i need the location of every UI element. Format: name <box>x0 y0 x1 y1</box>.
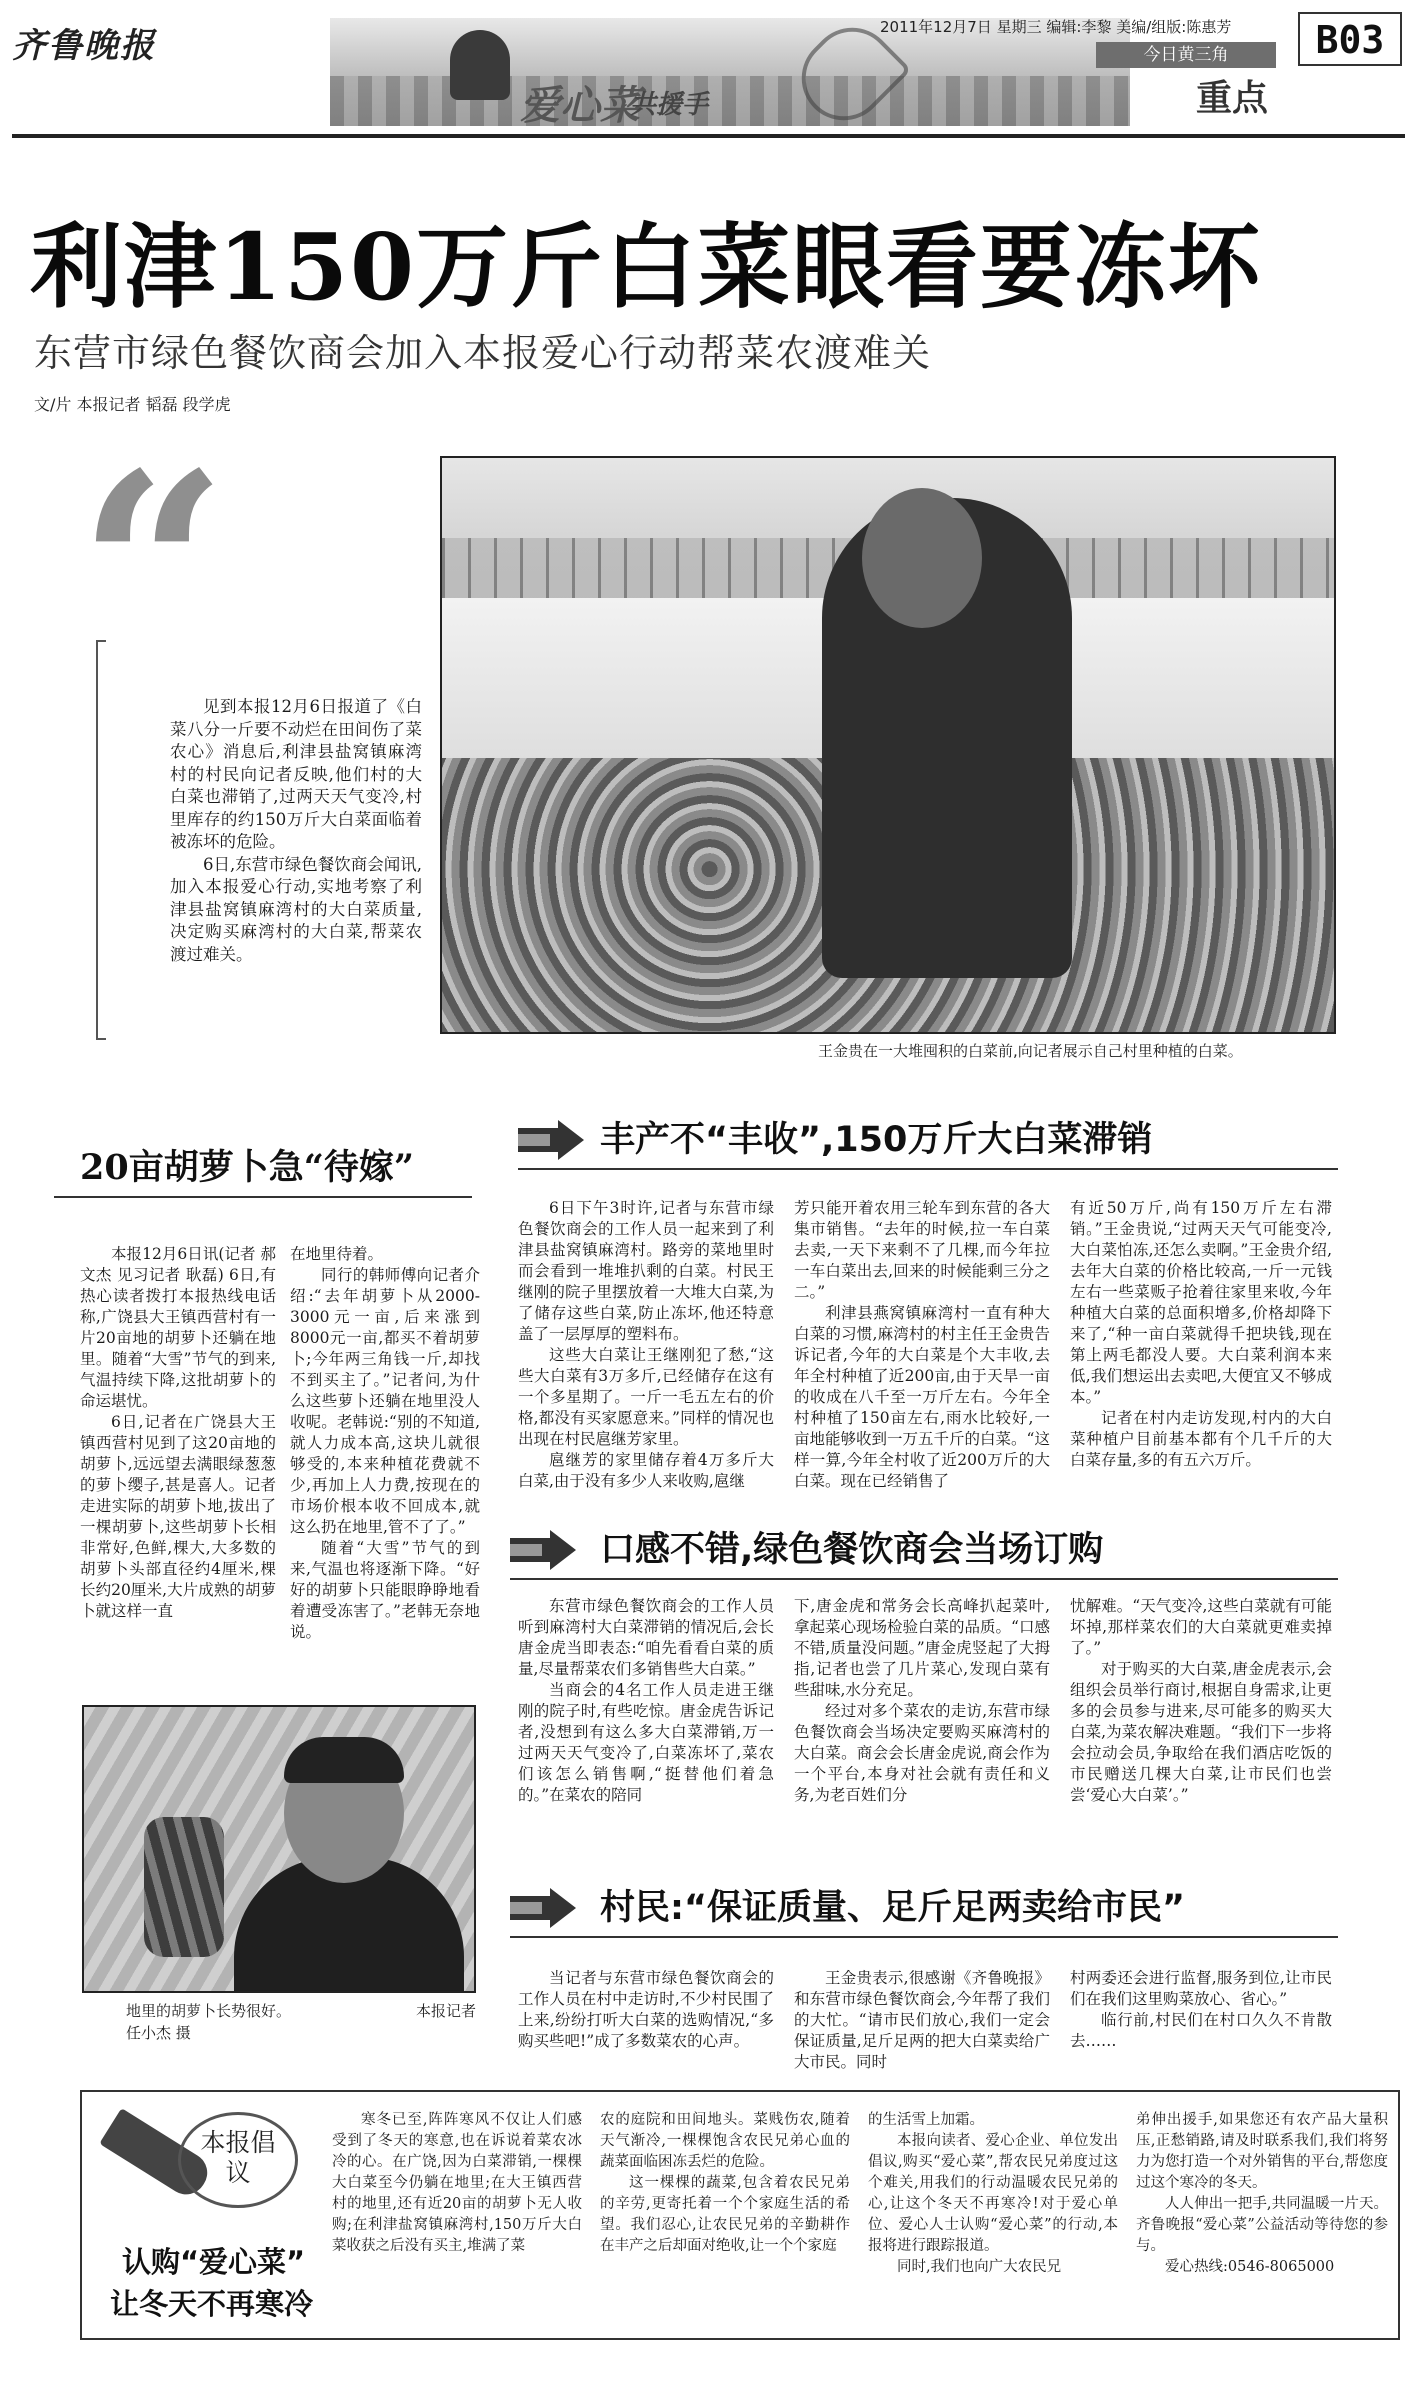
section-2-column-3 <box>1070 1596 1332 1806</box>
section-3-title: 村民:“保证质量、足斤足两卖给市民” <box>600 1888 1186 1928</box>
carrot-caption-credit-label: 本报记者 <box>415 2002 476 2020</box>
section-3-column-1 <box>518 1968 774 2052</box>
section-2-paragraph: 下,唐金虎和常务会长高峰扒起菜叶,拿起菜心现场检验白菜的品质。“口感不错,质量没问题。”唐金虎竖起了大拇指,记者也尝了几片菜心,发现白菜有些甜味,水分充足。 <box>794 1597 1050 1699</box>
section-1-paragraph: 这些大白菜让王继刚犯了愁,“这些大白菜有3万多斤,已经储存在这有一个多星期了。一斤一毛五左右的价格,都没有买家愿意来。”同样的情况也出现在村民扈继芳家里。 <box>518 1346 774 1448</box>
carrot-photo-caption <box>126 2000 476 2044</box>
initiative-column-3 <box>868 2110 1118 2278</box>
initiative-title-line-2: 让冬天不再寒冷 <box>110 2287 314 2321</box>
carrot-column-2 <box>290 1244 480 1643</box>
carrot-paragraph: 随着“大雪”节气的到来,气温也将逐渐下降。“好好的胡萝卜只能眼睁睁地看着遭受冻害了。”老韩无奈地说。 <box>290 1539 480 1641</box>
section-badge: 今日黄三角 <box>1096 42 1276 68</box>
initiative-paragraph: 本报向读者、爱心企业、单位发出倡议,购买“爱心菜”,帮农民兄弟度过这个难关,用我们的行动温暖农民兄弟的心,让这个冬天不再寒冷!对于爱心单位、爱心人士认购“爱心菜”的行动,本报将进行跟踪报道。 <box>868 2133 1118 2254</box>
section-2-column-1 <box>518 1596 774 1806</box>
section-1-column-3 <box>1070 1198 1332 1471</box>
section-1-column-2 <box>794 1198 1050 1492</box>
section-1-paragraph: 有近50万斤,尚有150万斤左右滞销。”王金贵说,“过两天天气可能变冷,大白菜怕冻,还怎么卖啊。”王金贵介绍,去年大白菜的价格比较高,一斤一元钱左右一些菜贩子抢着往家里来收,今年种植大白菜的总面积增多,价格却降下来了,“种一亩白菜就得千把块钱,现在第上两毛都没人要。大白菜利润本来低,我们想运出去卖吧,大便宜又不够成本。” <box>1070 1199 1332 1406</box>
section-1-paragraph: 芳只能开着农用三轮车到东营的各大集市销售。“去年的时候,拉一车白菜去卖,一天下来剩不了几棵,而今年拉一车白菜出去,回来的时候能剩三分之二。” <box>794 1199 1050 1301</box>
initiative-paragraph: 人人伸出一把手,共同温暖一片天。齐鲁晚报“爱心菜”公益活动等待您的参与。 <box>1136 2196 1388 2254</box>
initiative-paragraph: 寒冬已至,阵阵寒风不仅让人们感受到了冬天的寒意,也在诉说着菜农冰冷的心。在广饶,因为白菜滞销,一棵棵大白菜至今仍躺在地里;在大王镇西营村的地里,还有近20亩的胡萝卜无人收购;在利津盐窝镇麻湾村,150万斤大白菜收获之后没有买主,堆满了菜 <box>332 2112 582 2254</box>
section-3-paragraph: 村两委还会进行监督,服务到位,让市民们在我们这里购菜放心、省心。” <box>1070 1969 1332 2008</box>
page-number: B03 <box>1298 12 1402 66</box>
initiative-paragraph: 同时,我们也向广大农民兄 <box>897 2259 1062 2275</box>
section-arrow-icon <box>510 1530 576 1570</box>
section-1-column-1 <box>518 1198 774 1492</box>
carrot-title-rule <box>54 1196 472 1198</box>
carrot-paragraph: 同行的韩师傅向记者介绍:“去年胡萝卜从2000-3000元一亩,后来涨到8000元一亩,都买不着胡萝卜;今年两三角钱一斤,却找不到买主了。”记者问,为什么这些萝卜还躺在地里没人收呢。老韩说:“别的不知道,就人力成本高,这块儿就很够受的,本来种植花费就不少,再加上人力费,按现在的市场价根本收不回成本,就这么扔在地里,管不了了。” <box>290 1266 480 1536</box>
editor: 编辑:李黎 <box>1046 18 1112 36</box>
carrot-paragraph: 在地里待着。 <box>290 1245 384 1263</box>
section-2-title: 口感不错,绿色餐饮商会当场订购 <box>600 1530 1104 1570</box>
section-2-paragraph: 对于购买的大白菜,唐金虎表示,会组织会员举行商讨,根据自身需求,让更多的会员参与进来,尽可能多的购买大白菜,为菜农解决难题。“我们下一步将会拉动会员,争取给在我们酒店吃饭的市民赠送几棵大白菜,让市民们也尝尝‘爱心大白菜’。” <box>1070 1660 1332 1804</box>
section-1-title: 丰产不“丰收”,150万斤大白菜滞销 <box>600 1120 1153 1160</box>
carrot-caption-credit: 任小杰 摄 <box>126 2024 191 2042</box>
initiative-bubble-text: 本报倡议 <box>200 2128 276 2187</box>
section-3-column-2 <box>794 1968 1050 2073</box>
initiative-column-4 <box>1136 2110 1388 2278</box>
lead-paragraph: 见到本报12月6日报道了《白菜八分一斤要不动烂在田间伤了菜农心》消息后,利津县盐窝镇麻湾村的村民向记者反映,他们村的大白菜也滞销了,过两天天气变冷,村里库存的约150万斤大白菜面临着被冻坏的危险。 <box>170 697 422 851</box>
initiative-hotline: 爱心热线:0546-8065000 <box>1165 2259 1335 2275</box>
carrot-paragraph: 本报12月6日讯(记者 郝文杰 见习记者 耿磊) 6日,有热心读者拨打本报热线电话称,广饶县大王镇西营村有一片20亩地的胡萝卜还躺在地里。随着“大雪”节气的到来,气温持续下降,这批胡萝卜的命运堪忧。 <box>80 1245 276 1410</box>
section-1-rule <box>518 1168 1338 1170</box>
lead-paragraph: 6日,东营市绿色餐饮商会闻讯,加入本报爱心行动,实地考察了利津县盐窝镇麻湾村的大白菜质量,决定购买麻湾村的大白菜,帮菜农渡过难关。 <box>170 854 422 964</box>
initiative-paragraph: 的生活雪上加霜。 <box>868 2112 984 2128</box>
section-2-paragraph: 当商会的4名工作人员走进王继刚的院子时,有些吃惊。唐金虎告诉记者,没想到有这么多大白菜滞销,万一过两天天气变冷了,白菜冻坏了,菜农们该怎么销售啊,“挺替他们着急的。”在菜农的陪同 <box>518 1681 774 1804</box>
carrot-column-1 <box>80 1244 276 1622</box>
lead-paragraphs <box>170 696 422 966</box>
initiative-column-1 <box>332 2110 582 2257</box>
section-focus: 重点 <box>1196 78 1269 119</box>
section-2-paragraph: 忧解难。“天气变冷,这些白菜就有可能坏掉,那样菜农们的大白菜就更难卖掉了。” <box>1070 1597 1332 1657</box>
carrot-story-title: 20亩胡萝卜急“待嫁” <box>80 1147 414 1188</box>
main-photo-caption: 王金贵在一大堆囤积的白菜前,向记者展示自己村里种植的白菜。 <box>818 1042 1243 1060</box>
section-1-paragraph: 6日下午3时许,记者与东营市绿色餐饮商会的工作人员一起来到了利津县盐窝镇麻湾村。路旁的菜地里时而会看到一堆堆扒剩的白菜。村民王继刚的院子里摆放着一大堆大白菜,为了储存这些白菜,防止冻坏,他还特意盖了一层厚厚的塑料布。 <box>518 1199 774 1343</box>
section-3-paragraph: 临行前,村民们在村口久久不肯散去…… <box>1070 2011 1332 2050</box>
subheadline: 东营市绿色餐饮商会加入本报爱心行动帮菜农渡难关 <box>34 331 932 375</box>
section-arrow-icon <box>518 1120 584 1160</box>
section-3-paragraph: 王金贵表示,很感谢《齐鲁晚报》和东营市绿色餐饮商会,今年帮了我们的大忙。“请市民们放心,我们一定会保证质量,足斤足两的把大白菜卖给广大市民。同时 <box>794 1969 1050 2071</box>
section-3-column-3 <box>1070 1968 1332 2052</box>
section-arrow-icon <box>510 1888 576 1928</box>
issue-weekday: 星期三 <box>996 18 1042 36</box>
section-3-paragraph: 当记者与东营市绿色餐饮商会的工作人员在村中走访时,不少村民围了上来,纷纷打听大白菜的选购情况,“多购买些吧!”成了多数菜农的心声。 <box>518 1969 774 2050</box>
banner-person <box>450 30 510 100</box>
carrot-photo <box>82 1705 476 1993</box>
carrot-photo-carrots <box>144 1817 224 1957</box>
section-2-rule <box>510 1578 1338 1580</box>
section-3-rule <box>510 1936 1338 1938</box>
initiative-paragraph: 这一棵棵的蔬菜,包含着农民兄弟的辛劳,更寄托着一个个家庭生活的希望。我们忍心,让农民兄弟的辛勤耕作在丰产之后却面对绝收,让一个个家庭 <box>600 2175 850 2254</box>
section-1-paragraph: 记者在村内走访发现,村内的大白菜种植户目前基本都有个几千斤的大白菜存量,多的有五六万斤。 <box>1070 1409 1332 1469</box>
issue-date: 2011年12月7日 <box>880 18 992 36</box>
section-2-paragraph: 经过对多个菜农的走访,东营市绿色餐饮商会当场决定要购买麻湾村的大白菜。商会会长唐金虎说,商会作为一个平台,本身对社会就有责任和义务,为老百姓们分 <box>794 1702 1050 1804</box>
section-1-paragraph: 扈继芳的家里储存着4万多斤大白菜,由于没有多少人来收购,扈继 <box>518 1451 774 1490</box>
headline: 利津150万斤白菜眼看要冻坏 <box>30 213 1263 321</box>
initiative-title-line-1: 认购“爱心菜” <box>122 2245 306 2279</box>
initiative-paragraph: 弟伸出援手,如果您还有农产品大量积压,正愁销路,请及时联系我们,我们将努力为您打造一个对外销售的平台,帮您度过这个寒冷的冬天。 <box>1136 2112 1388 2191</box>
initiative-column-2 <box>600 2110 850 2257</box>
main-photo <box>440 456 1336 1034</box>
banner-slogan: 爱心菜 <box>520 82 640 126</box>
banner-slogan-2: 共援手 <box>630 90 709 120</box>
header-rule <box>12 134 1405 138</box>
carrot-caption-text: 地里的胡萝卜长势很好。 <box>126 2002 292 2020</box>
carrot-paragraph: 6日,记者在广饶县大王镇西营村见到了这20亩地的胡萝卜,远远望去满眼绿葱葱的萝卜缨子,甚是喜人。记者走进实际的胡萝卜地,拔出了一棵胡萝卜,这些胡萝卜长相非常好,色鲜,棵大,大多数的胡萝卜头部直径约4厘米,棵长约20厘米,大片成熟的胡萝卜就这样一直 <box>80 1413 276 1620</box>
section-1-paragraph: 利津县燕窝镇麻湾村一直有种大白菜的习惯,麻湾村的村主任王金贵告诉记者,今年的大白菜是个大丰收,去年全村种植了近200亩,由于天旱一亩的收成在八千至一万斤左右。今年全村种植了150亩左右,雨水比较好,一亩地能够收到一万五千斤的白菜。“这样一算,今年全村收了近200万斤的大白菜。现在已经销售了 <box>794 1304 1050 1490</box>
designer: 美编/组版:陈惠芳 <box>1116 18 1232 36</box>
carrot-photo-hair <box>284 1737 404 1783</box>
initiative-paragraph: 农的庭院和田间地头。菜贱伤农,随着天气渐冷,一棵棵饱含农民兄弟心血的蔬菜面临困冻丢烂的危险。 <box>600 2112 850 2170</box>
byline: 文/片 本报记者 韬磊 段学虎 <box>34 395 231 414</box>
photo-farmer-head <box>862 488 982 628</box>
masthead: 齐鲁晚报 <box>12 26 156 66</box>
section-2-column-2 <box>794 1596 1050 1806</box>
section-2-paragraph: 东营市绿色餐饮商会的工作人员听到麻湾村大白菜滞销的情况后,会长唐金虎当即表态:“咱先看看白菜的质量,尽量帮菜农们多销售些大白菜。” <box>518 1597 774 1678</box>
quote-mark-icon: “ <box>78 417 228 722</box>
meta-line <box>880 16 1231 37</box>
quote-bracket <box>96 640 106 1040</box>
